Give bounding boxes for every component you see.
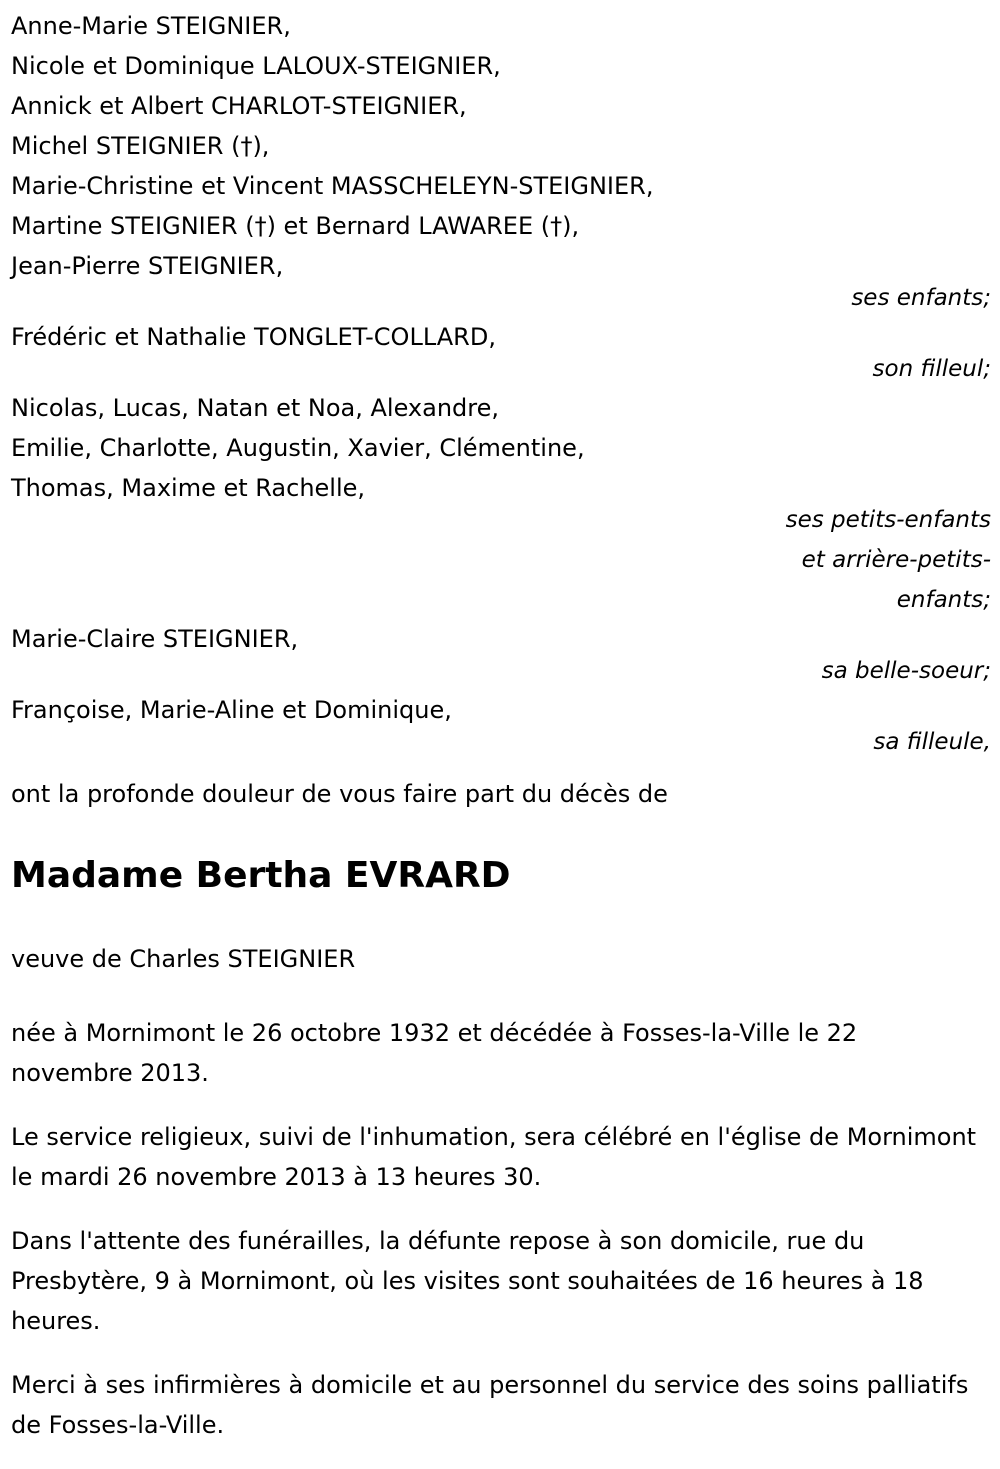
family-member-line: Marie-Christine et Vincent MASSCHELEYN-STEIGNIER, — [11, 172, 654, 200]
family-member-line: Frédéric et Nathalie TONGLET-COLLARD, — [11, 323, 496, 351]
goddaughters-group — [11, 690, 991, 762]
widow-of: veuve de Charles STEIGNIER — [11, 945, 356, 973]
birth-death-paragraph: née à Mornimont le 26 octobre 1932 et décédée à Fosses-la-Ville le 22 novembre 2013. — [11, 1019, 858, 1087]
relation-line: et arrière-petits- — [801, 547, 991, 573]
family-member-line: Nicole et Dominique LALOUX-STEIGNIER, — [11, 52, 501, 80]
service-paragraph: Le service religieux, suivi de l'inhumation, sera célébré en l'église de Mornimont le mardi 26 novembre 2013 à 13 heures 30. — [11, 1123, 977, 1191]
relation-line: ses petits-enfants — [785, 507, 991, 533]
sister-in-law-group — [11, 619, 991, 691]
family-member-line: Nicolas, Lucas, Natan et Noa, Alexandre, — [11, 394, 500, 422]
thanks-paragraph: Merci à ses infirmières à domicile et au personnel du service des soins palliatifs de Fosses-la-Ville. — [11, 1371, 969, 1439]
godson-group — [11, 317, 991, 389]
announcement-intro: ont la profonde douleur de vous faire part du décès de — [11, 780, 668, 808]
family-member-line: Emilie, Charlotte, Augustin, Xavier, Clémentine, — [11, 434, 585, 462]
visitation-paragraph: Dans l'attente des funérailles, la défunte repose à son domicile, rue du Presbytère, 9 à Mornimont, où les visites sont souhaitées de 16 heures à 18 heures. — [11, 1227, 924, 1335]
relation-label: sa belle-soeur; — [821, 658, 991, 684]
relation-label: sa filleule, — [873, 729, 991, 755]
family-member-line: Thomas, Maxime et Rachelle, — [11, 474, 366, 502]
relation-label: ses enfants; — [851, 285, 991, 311]
deceased-name: Madame Bertha EVRARD — [11, 855, 511, 896]
children-list — [11, 6, 991, 318]
family-member-line: Marie-Claire STEIGNIER, — [11, 625, 299, 653]
grandchildren-group — [11, 388, 991, 620]
family-member-line: Annick et Albert CHARLOT-STEIGNIER, — [11, 92, 467, 120]
family-member-line: Jean-Pierre STEIGNIER, — [11, 252, 284, 280]
family-member-line: Anne-Marie STEIGNIER, — [11, 12, 291, 40]
relation-line: enfants; — [896, 587, 991, 613]
relation-label — [11, 500, 991, 620]
obituary-notice — [11, 6, 991, 1469]
relation-label: son filleul; — [872, 356, 991, 382]
family-member-line: Martine STEIGNIER (†) et Bernard LAWAREE (†), — [11, 212, 580, 240]
family-member-line: Françoise, Marie-Aline et Dominique, — [11, 696, 452, 724]
family-member-line: Michel STEIGNIER (†), — [11, 132, 270, 160]
